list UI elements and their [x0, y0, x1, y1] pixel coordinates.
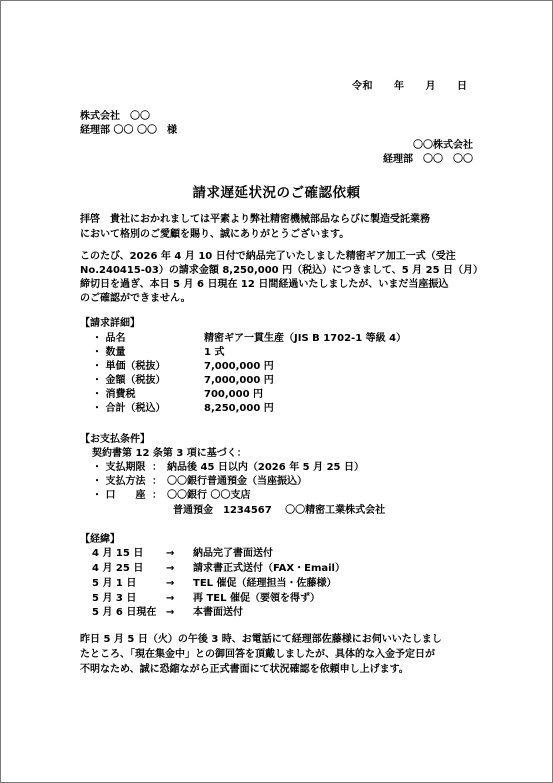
intro-line: 締切日を過ぎ、本日 5 月 6 日現在 12 日間経過いたしましたが、いまだ当座振込: [80, 279, 449, 290]
history-event: 請求書正式送付（FAX・Email）: [193, 563, 345, 574]
payment-heading: 【お支払条件】: [80, 434, 150, 445]
payment-account: 普通預金 1234567 〇〇精密工業株式会社: [173, 505, 386, 516]
payment-label: ・ 支払期限: [92, 462, 146, 473]
history-date: 5 月 3 日: [92, 593, 137, 604]
detail-label: ・ 金額（税抜）: [92, 375, 166, 386]
arrow-icon: →: [166, 563, 175, 574]
intro-line: このたび、2026 年 4 月 10 日付で納品完了いたしました精密ギア加工一式（受注: [80, 251, 456, 262]
history-date: 4 月 15 日: [92, 548, 144, 559]
detail-value: 7,000,000 円: [204, 375, 274, 386]
payment-value: ： 〇〇銀行 〇〇支店: [152, 490, 251, 501]
payment-label: ・ 支払方法: [92, 476, 146, 487]
closing-line: たところ、「現在集金中」との御回答を頂戴しましたが、具体的な入金予定日が: [80, 649, 435, 660]
detail-value: 7,000,000 円: [204, 361, 274, 372]
arrow-icon: →: [166, 607, 175, 618]
recipient-company: 株式会社 〇〇: [80, 111, 150, 122]
sender-person: 経理部 〇〇 〇〇: [383, 154, 473, 165]
payment-basis: 契約書第 12 条第 3 項に基づく：: [92, 448, 247, 459]
intro-line: No.240415-03）の請求金額 8,250,000 円（税込）につきまして、5 月 25 日（月）: [80, 265, 484, 276]
history-date: 4 月 25 日: [92, 563, 144, 574]
details-heading: 【請求詳細】: [80, 318, 140, 329]
closing-line: 不明なため、誠に恐縮ながら正式書面にて状況確認を依頼申し上げます。: [80, 664, 409, 675]
history-event: 納品完了書面送付: [193, 548, 273, 559]
detail-value: 1 式: [204, 347, 225, 358]
closing-line: 昨日 5 月 5 日（火）の午後 3 時、お電話にて経理部佐藤様にお伺いいたしまし: [80, 634, 442, 645]
arrow-icon: →: [166, 578, 175, 589]
history-date: 5 月 1 日: [92, 578, 137, 589]
payment-value: ： 〇〇銀行普通預金（当座振込）: [152, 476, 307, 487]
detail-label: ・ 品名: [92, 333, 126, 344]
detail-label: ・ 数量: [92, 347, 126, 358]
greeting-line: 拝啓 貴社におかれましては平素より弊社精密機械部品ならびに製造受託業務: [80, 214, 430, 225]
document-date: 令和 年 月 日: [352, 81, 468, 92]
detail-value: 精密ギア一貫生産（JIS B 1702-1 等級 4）: [204, 333, 407, 344]
greeting-line: において格別のご愛顧を賜り、誠にありがとうございます。: [80, 229, 350, 240]
detail-label: ・ 合計（税込）: [92, 403, 166, 414]
payment-label: ・ 口 座: [92, 490, 146, 501]
detail-label: ・ 単価（税抜）: [92, 361, 166, 372]
history-date: 5 月 6 日現在: [92, 607, 157, 618]
history-event: 本書面送付: [193, 607, 243, 618]
history-event: 再 TEL 催促（要領を得ず）: [193, 593, 320, 604]
document-title: 請求遅延状況のご確認依頼: [192, 185, 361, 201]
history-event: TEL 催促（経理担当・佐藤様）: [193, 578, 337, 589]
history-heading: 【経緯】: [80, 534, 120, 545]
arrow-icon: →: [166, 548, 175, 559]
sender-company: 〇〇株式会社: [413, 140, 473, 151]
intro-line: のご確認ができません。: [80, 293, 191, 304]
detail-label: ・ 消費税: [92, 389, 136, 400]
arrow-icon: →: [166, 593, 175, 604]
recipient-person: 経理部 〇〇 〇〇 様: [80, 125, 177, 136]
detail-value: 700,000 円: [204, 389, 264, 400]
detail-value: 8,250,000 円: [204, 403, 274, 414]
payment-value: ： 納品後 45 日以内（2026 年 5 月 25 日）: [152, 462, 364, 473]
